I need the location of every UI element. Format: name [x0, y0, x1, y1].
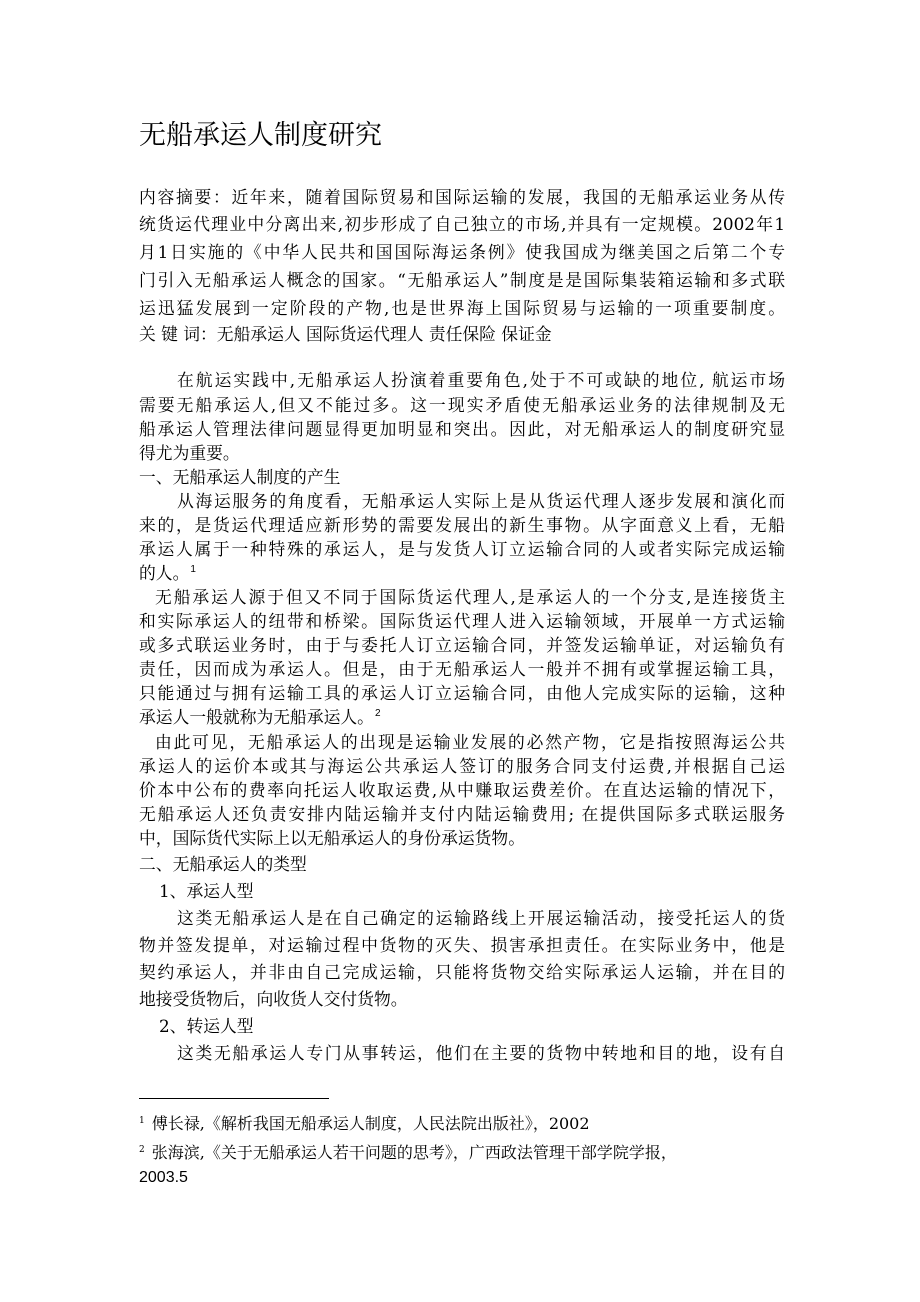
paragraph-line: 承运人一般就称为无船承运人。$^2$ — [139, 707, 381, 727]
paragraph-line: 责任，因而成为承运人。但是，由于无船承运人一般并不拥有或掌握运输工具， — [139, 659, 785, 679]
abstract-line: 门引入无船承运人概念的国家。“无船承运人”制度是是国际集装箱运输和多式联 — [139, 270, 785, 290]
subsection-heading: 2、转运人型 — [159, 1016, 254, 1036]
paragraph-line: 的人。$^1$ — [139, 563, 196, 583]
footnote-continuation: 2003.5 — [139, 1169, 188, 1186]
document-title: 无船承运人制度研究 — [139, 120, 382, 151]
abstract-line: 统货运代理业中分离出来,初步形成了自己独立的市场,并具有一定规模。2002年1 — [139, 214, 785, 234]
paragraph-line: 地接受货物后，向收货人交付货物。 — [139, 989, 408, 1009]
footnote: $^1$ 傅长禄,《解析我国无船承运人制度，人民法院出版社》，2002 — [139, 1114, 590, 1133]
abstract-line: 月1日实施的《中华人民共和国国际海运条例》使我国成为继美国之后第二个专 — [139, 242, 785, 262]
intro-line: 得尤为重要。 — [139, 443, 240, 463]
paragraph-line: 从海运服务的角度看，无船承运人实际上是从货运代理人逐步发展和演化而 — [177, 491, 785, 511]
paragraph-line: 无船承运人还负责安排内陆运输并支付内陆运输费用; 在提供国际多式联运服务 — [139, 804, 785, 824]
paragraph-line: 中，国际货代实际上以无船承运人的身份承运货物。 — [139, 828, 525, 848]
footnote-ref: 2 — [374, 708, 381, 720]
paragraph-line: 价本中公布的费率向托运人收取运费,从中赚取运费差价。在直达运输的情况下， — [139, 780, 785, 800]
paragraph-line: 和实际承运人的纽带和桥梁。国际货运代理人进入运输领域，开展单一方式运输 — [139, 611, 785, 631]
paragraph-line: 承运人属于一种特殊的承运人，是与发货人订立运输合同的人或者实际完成运输 — [139, 539, 785, 559]
intro-line: 需要无船承运人,但又不能过多。这一现实矛盾使无船承运业务的法律规制及无 — [139, 395, 785, 415]
intro-line: 在航运实践中,无船承运人扮演着重要角色,处于不可或缺的地位, 航运市场 — [177, 370, 785, 390]
footnote-ref: 1 — [190, 564, 196, 576]
paragraph-line: 由此可见，无船承运人的出现是运输业发展的必然产物，它是指按照海运公共 — [155, 732, 785, 752]
subsection-heading: 1、承运人型 — [159, 881, 254, 901]
footnote-divider — [139, 1098, 329, 1099]
paragraph-line: 来的，是货运代理适应新形势的需要发展出的新生事物。从字面意义上看，无船 — [139, 515, 785, 535]
paragraph-line: 或多式联运业务时，由于与委托人订立运输合同，并签发运输单证，对运输负有 — [139, 635, 785, 655]
keywords: 关 键 词：无船承运人 国际货运代理人 责任保险 保证金 — [139, 324, 552, 344]
paragraph-line: 这类无船承运人专门从事转运，他们在主要的货物中转地和目的地，设有自 — [177, 1043, 785, 1063]
abstract-line: 运迅猛发展到一定阶段的产物,也是世界海上国际贸易与运输的一项重要制度。 — [139, 298, 785, 318]
footnote: $^2$ 张海滨,《关于无船承运人若干问题的思考》，广西政法管理干部学院学报， — [139, 1143, 677, 1162]
paragraph-line: 只能通过与拥有运输工具的承运人订立运输合同，由他人完成实际的运输，这种 — [139, 683, 785, 703]
intro-line: 船承运人管理法律问题显得更加明显和突出。因此，对无船承运人的制度研究显 — [139, 419, 785, 439]
abstract-line: 内容摘要：近年来，随着国际贸易和国际运输的发展，我国的无船承运业务从传 — [139, 187, 785, 207]
paragraph-line: 这类无船承运人是在自己确定的运输路线上开展运输活动，接受托运人的货 — [177, 908, 785, 928]
paragraph-line: 承运人的运价本或其与海运公共承运人签订的服务合同支付运费,并根据自己运 — [139, 756, 785, 776]
paragraph-line: 契约承运人，并非由自己完成运输，只能将货物交给实际承运人运输，并在目的 — [139, 962, 785, 982]
section-heading: 一、无船承运人制度的产生 — [139, 467, 341, 487]
section-heading: 二、无船承运人的类型 — [139, 854, 307, 874]
paragraph-line: 物并签发提单，对运输过程中货物的灭失、损害承担责任。在实际业务中，他是 — [139, 935, 785, 955]
paragraph-line: 无船承运人源于但又不同于国际货运代理人,是承运人的一个分支,是连接货主 — [155, 587, 785, 607]
